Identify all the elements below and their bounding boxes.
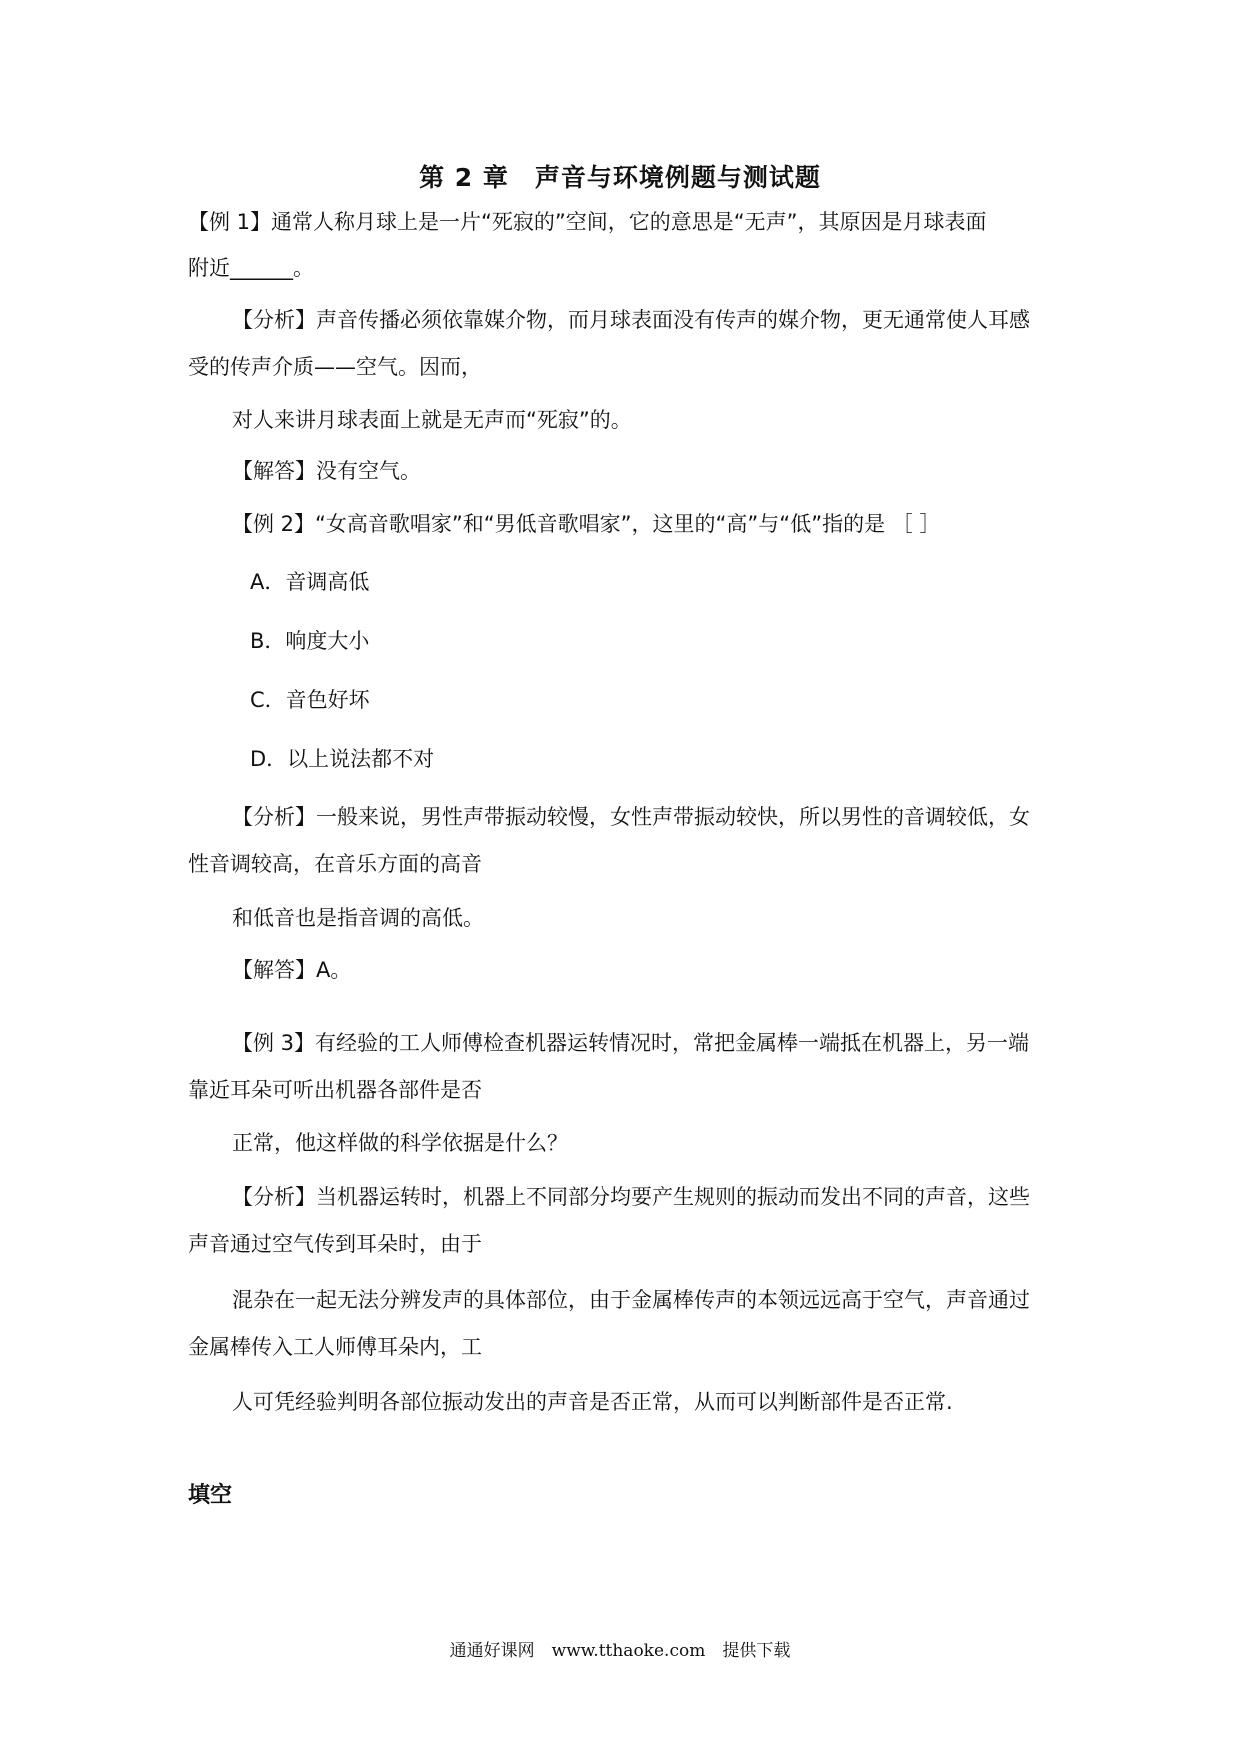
example-3-question-line-3: 正常，他这样做的科学依据是什么？ <box>232 1131 568 1155</box>
page-footer: 通通好课网 www.tthaoke.com 提供下载 <box>449 1641 791 1661</box>
example-1-analysis-line-2: 受的传声介质——空气。因而， <box>188 355 482 379</box>
example-1-question-line-2: 附近______。 <box>188 256 314 280</box>
example-3-question-line-2: 靠近耳朵可听出机器各部件是否 <box>188 1078 482 1102</box>
section-heading-fill-in: 填空 <box>188 1483 233 1508</box>
example-1-analysis-line-1: 【分析】声音传播必须依靠媒介物，而月球表面没有传声的媒介物，更无通常使人耳感 <box>232 308 1030 332</box>
example-2-option-a: A．音调高低 <box>250 570 370 594</box>
example-3-analysis-line-1: 【分析】当机器运转时，机器上不同部分均要产生规则的振动而发出不同的声音，这些 <box>232 1185 1030 1209</box>
example-2-analysis-line-2: 性音调较高，在音乐方面的高音 <box>188 852 482 876</box>
example-2-option-b: B．响度大小 <box>250 629 370 653</box>
example-3-analysis-line-2: 声音通过空气传到耳朵时，由于 <box>188 1232 482 1256</box>
example-3-analysis-line-3: 混杂在一起无法分辨发声的具体部位，由于金属棒传声的本领远远高于空气，声音通过 <box>232 1288 1030 1312</box>
example-2-question: 【例 2】“女高音歌唱家”和“男低音歌唱家”，这里的“高”与“低”指的是 ［ ］ <box>232 512 941 536</box>
example-2-analysis-line-3: 和低音也是指音调的高低。 <box>232 906 484 930</box>
example-1-question-line-1: 【例 1】通常人称月球上是一片“死寂的”空间，它的意思是“无声”，其原因是月球表面 <box>188 210 987 234</box>
example-3-analysis-line-5: 人可凭经验判明各部位振动发出的声音是否正常，从而可以判断部件是否正常. <box>232 1390 953 1414</box>
example-3-question-line-1: 【例 3】有经验的工人师傅检查机器运转情况时，常把金属棒一端抵在机器上，另一端 <box>232 1031 1030 1055</box>
example-1-analysis-line-3: 对人来讲月球表面上就是无声而“死寂”的。 <box>232 408 632 432</box>
chapter-title: 第 2 章 声音与环境例题与测试题 <box>419 163 821 192</box>
example-1-answer: 【解答】没有空气。 <box>232 459 421 483</box>
example-2-option-c: C．音色好坏 <box>250 688 370 712</box>
example-2-answer: 【解答】A。 <box>232 958 352 982</box>
example-3-analysis-line-4: 金属棒传入工人师傅耳朵内，工 <box>188 1335 482 1359</box>
example-2-analysis-line-1: 【分析】一般来说，男性声带振动较慢，女性声带振动较快，所以男性的音调较低，女 <box>232 805 1030 829</box>
example-2-option-d: D．以上说法都不对 <box>250 747 435 771</box>
